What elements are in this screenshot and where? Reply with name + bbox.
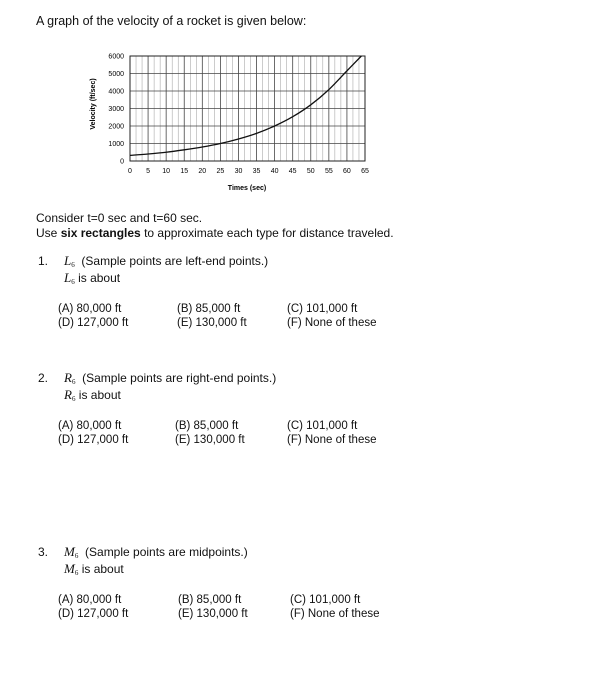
- option-f[interactable]: (F) None of these: [290, 608, 380, 620]
- option-a[interactable]: (A) 80,000 ft: [58, 594, 122, 606]
- option-d[interactable]: (D) 127,000 ft: [58, 608, 129, 620]
- option-a[interactable]: (A) 80,000 ft: [58, 420, 122, 432]
- option-c[interactable]: (C) 101,000 ft: [290, 594, 361, 606]
- question-1-about: $L_6$ is about: [64, 270, 121, 286]
- option-a[interactable]: (A) 80,000 ft: [58, 303, 122, 315]
- consider-line-2: Use six rectangles to approximate each type for distance traveled.: [36, 226, 394, 240]
- x-tick-label: 35: [252, 168, 261, 175]
- x-tick-label: 0: [128, 168, 132, 175]
- intro-text: A graph of the velocity of a rocket is given below:: [36, 14, 307, 28]
- y-tick-label: 5000: [108, 71, 124, 78]
- x-tick-label: 10: [162, 168, 171, 175]
- x-tick-label: 30: [234, 168, 243, 175]
- option-d[interactable]: (D) 127,000 ft: [58, 434, 129, 446]
- y-tick-label: 1000: [108, 141, 124, 148]
- x-tick-label: 5: [146, 168, 151, 175]
- option-d[interactable]: (D) 127,000 ft: [58, 317, 129, 329]
- x-tick-label: 20: [198, 168, 207, 175]
- option-b[interactable]: (B) 85,000 ft: [175, 420, 239, 432]
- velocity-chart: [80, 46, 380, 196]
- question-1-number: 1.: [38, 254, 49, 268]
- option-f[interactable]: (F) None of these: [287, 317, 377, 329]
- velocity-series-line: [130, 56, 361, 155]
- x-tick-label: 45: [288, 168, 297, 175]
- x-tick-label: 40: [270, 168, 279, 175]
- x-tick-label: 50: [306, 168, 315, 175]
- option-f[interactable]: (F) None of these: [287, 434, 377, 446]
- option-c[interactable]: (C) 101,000 ft: [287, 420, 358, 432]
- x-tick-label: 25: [216, 168, 225, 175]
- chart-xlabel: Times (sec): [227, 185, 267, 192]
- x-tick-label: 65: [361, 168, 369, 175]
- y-tick-label: 4000: [108, 88, 124, 96]
- question-1-title: 1. $L_6$ (Sample points are left-end points.): [38, 253, 269, 269]
- y-tick-label: 3000: [108, 106, 124, 113]
- six-rectangles-emphasis: six rectangles: [60, 226, 141, 240]
- question-2-number: 2.: [38, 371, 49, 385]
- question-2-about: $R_6$ is about: [64, 387, 121, 403]
- y-tick-label: 2000: [108, 123, 124, 131]
- consider-text: [36, 211, 394, 241]
- y-tick-label: 0: [120, 158, 124, 166]
- question-3-number: 3.: [38, 545, 49, 559]
- y-tick-label: 6000: [108, 53, 124, 61]
- option-c[interactable]: (C) 101,000 ft: [287, 303, 358, 315]
- option-b[interactable]: (B) 85,000 ft: [178, 594, 242, 606]
- consider-line-1: Consider t=0 sec and t=60 sec.: [36, 211, 203, 225]
- x-tick-label: 55: [324, 168, 333, 175]
- option-e[interactable]: (E) 130,000 ft: [175, 434, 245, 446]
- option-e[interactable]: (E) 130,000 ft: [178, 608, 248, 620]
- question-3-about: $M_6$ is about: [64, 561, 124, 577]
- question-2-title: 2. $R_6$ (Sample points are right-end points.): [38, 370, 277, 386]
- x-tick-label: 60: [343, 168, 351, 175]
- chart-ylabel: Velocity (ft/sec): [90, 78, 97, 130]
- question-3-title: 3. $M_6$ (Sample points are midpoints.): [38, 544, 248, 560]
- option-e[interactable]: (E) 130,000 ft: [177, 317, 247, 329]
- x-tick-label: 15: [180, 168, 189, 175]
- option-b[interactable]: (B) 85,000 ft: [177, 303, 241, 315]
